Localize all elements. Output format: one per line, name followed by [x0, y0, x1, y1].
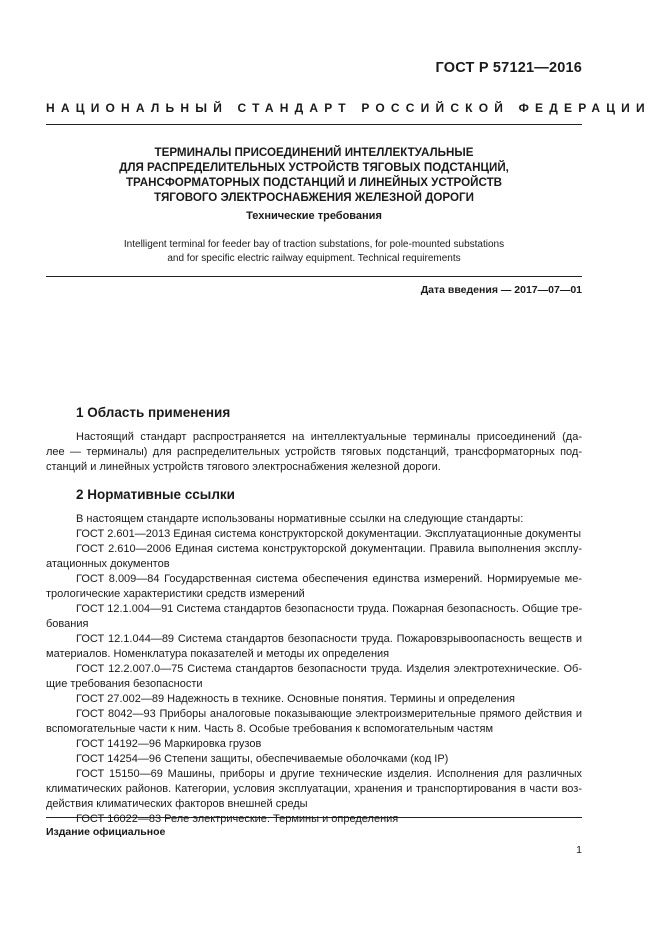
reference-line: климатических районов. Категории, условия эксплуатации, хранения и транспортирования в части воз- [46, 783, 582, 795]
paragraph-line: лее — терминалы) для распределительных устройств тяговых подстанций, трансформаторных под- [46, 446, 582, 458]
reference-line: ГОСТ 15150—69 Машины, приборы и другие технические изделия. Исполнения для различных [76, 768, 582, 780]
english-title-line: and for specific electric railway equipment. Technical requirements [167, 253, 461, 264]
document-title [46, 145, 582, 205]
reference-line: ГОСТ 12.1.044—89 Система стандартов безопасности труда. Пожаровзрывоопасность веществ и [76, 633, 582, 645]
english-title [46, 238, 582, 266]
reference-line: В настоящем стандарте использованы нормативные ссылки на следующие стандарты: [76, 513, 524, 525]
paragraph-line: Настоящий стандарт распространяется на интеллектуальные терминалы присоединений (да- [76, 431, 582, 443]
reference-line: ГОСТ 12.1.004—91 Система стандартов безопасности труда. Пожарная безопасность. Общие тре- [76, 603, 583, 615]
national-standard-banner: НАЦИОНАЛЬНЫЙ СТАНДАРТ РОССИЙСКОЙ ФЕДЕРАЦИИ [46, 101, 651, 115]
official-edition-label: Издание официальное [46, 826, 166, 838]
header-divider [46, 124, 582, 125]
title-divider [46, 276, 582, 277]
english-title-line: Intelligent terminal for feeder bay of traction substations, for pole-mounted substations [123, 239, 505, 250]
reference-line: атационных документов [46, 558, 170, 570]
page-number: 1 [576, 844, 582, 856]
reference-line: щие требования безопасности [46, 678, 203, 690]
title-line: ТЯГОВОГО ЭЛЕКТРОСНАБЖЕНИЯ ЖЕЛЕЗНОЙ ДОРОГИ [154, 191, 474, 204]
reference-line: ГОСТ 8042—93 Приборы аналоговые показывающие электроизмерительные прямого действия и [76, 708, 582, 720]
reference-line: ГОСТ 2.610—2006 Единая система конструкторской документации. Правила выполнения эксплу- [76, 543, 582, 555]
reference-line: ГОСТ 14254—96 Степени защиты, обеспечиваемые оболочками (код IP) [76, 753, 449, 765]
reference-line: ГОСТ 14192—96 Маркировка грузов [76, 738, 262, 750]
normative-references-list [46, 512, 582, 827]
document-subtitle: Технические требования [246, 210, 382, 222]
reference-line: ГОСТ 12.2.007.0—75 Система стандартов безопасности труда. Изделия электротехнические. Об- [76, 663, 582, 675]
title-line: ДЛЯ РАСПРЕДЕЛИТЕЛЬНЫХ УСТРОЙСТВ ТЯГОВЫХ ПОДСТАНЦИЙ, [119, 161, 509, 174]
reference-line: ГОСТ 16022—83 Реле электрические. Термины и определения [76, 813, 399, 825]
introduction-date: Дата введения — 2017—07—01 [420, 284, 582, 296]
paragraph-line: станций и линейных устройств тягового электроснабжения железной дороги. [46, 461, 441, 473]
footer-divider [46, 817, 582, 818]
reference-line: действия климатических факторов внешней среды [46, 798, 308, 810]
reference-line: ГОСТ 8.009—84 Государственная система обеспечения единства измерений. Нормируемые ме- [76, 573, 582, 585]
title-line: ТЕРМИНАЛЫ ПРИСОЕДИНЕНИЙ ИНТЕЛЛЕКТУАЛЬНЫЕ [154, 146, 474, 159]
reference-line: материалов. Номенклатура показателей и методы их определения [46, 648, 390, 660]
section-1-paragraph [46, 430, 582, 475]
section-2-heading: 2 Нормативные ссылки [76, 487, 235, 502]
reference-line: ГОСТ 27.002—89 Надежность в технике. Основные понятия. Термины и определения [76, 693, 515, 705]
reference-line: ГОСТ 2.601—2013 Единая система конструкторской документации. Эксплуатационные документы [76, 528, 582, 540]
section-1-heading: 1 Область применения [76, 405, 231, 420]
reference-line: трологические характеристики средств измерений [46, 588, 305, 600]
reference-line: вспомогательные части к ним. Часть 8. Особые требования к вспомогательным частям [46, 723, 494, 735]
document-number: ГОСТ Р 57121—2016 [435, 60, 582, 76]
title-line: ТРАНСФОРМАТОРНЫХ ПОДСТАНЦИЙ И ЛИНЕЙНЫХ УСТРОЙСТВ [125, 176, 503, 189]
reference-line: бования [46, 618, 89, 630]
